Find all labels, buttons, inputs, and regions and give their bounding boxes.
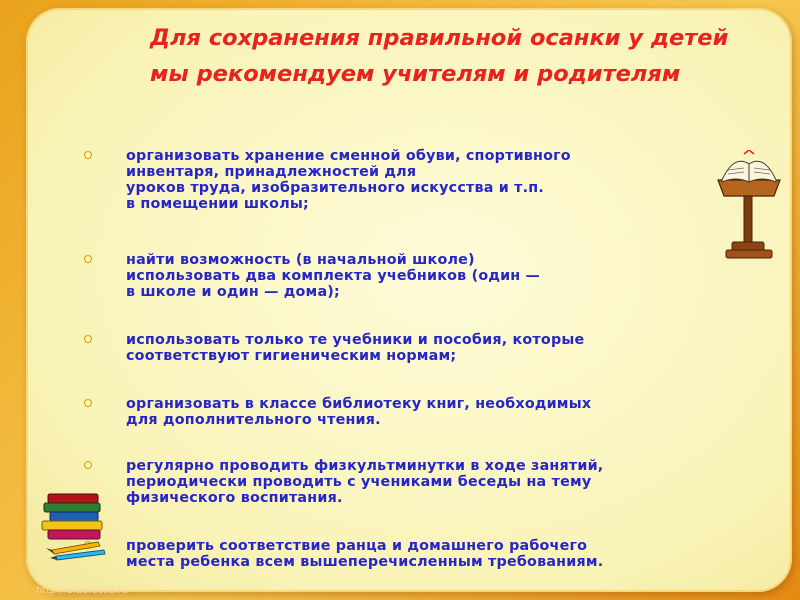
- bullet-text: организовать в классе библиотеку книг, необходимых для дополнительного чтения.: [126, 396, 592, 428]
- bullet-marker-icon: [84, 461, 92, 469]
- bullet-text: проверить соответствие ранца и домашнего рабочего места ребенка всем вышеперечисленным требованиям.: [126, 538, 604, 570]
- slide-title: Для сохранения правильной осанки у детей мы рекомендуем учителям и родителям: [150, 25, 729, 87]
- bullet-text: организовать хранение сменной обуви, спортивного инвентаря, принадлежностей для уроков труда, изобразительного искусства и т.п. в помещении школы;: [126, 148, 571, 212]
- open-book-on-lectern-icon: [714, 150, 784, 262]
- bullet-marker-icon: [84, 399, 92, 407]
- bullet-text: регулярно проводить физкультминутки в ходе занятий, периодически проводить с учениками беседы на тему физического воспитания.: [126, 458, 604, 506]
- watermark: http://aida.ucoz.ru: [36, 585, 129, 596]
- stack-of-books-icon: [38, 490, 112, 564]
- bullet-text: найти возможность (в начальной школе) использовать два комплекта учебников (один — в школе и один — дома);: [126, 252, 541, 300]
- bullet-text: использовать только те учебники и пособия, которые соответствуют гигиеническим нормам;: [126, 332, 585, 364]
- bullet-marker-icon: [84, 255, 92, 263]
- bullet-marker-icon: [84, 335, 92, 343]
- bullet-marker-icon: [84, 151, 92, 159]
